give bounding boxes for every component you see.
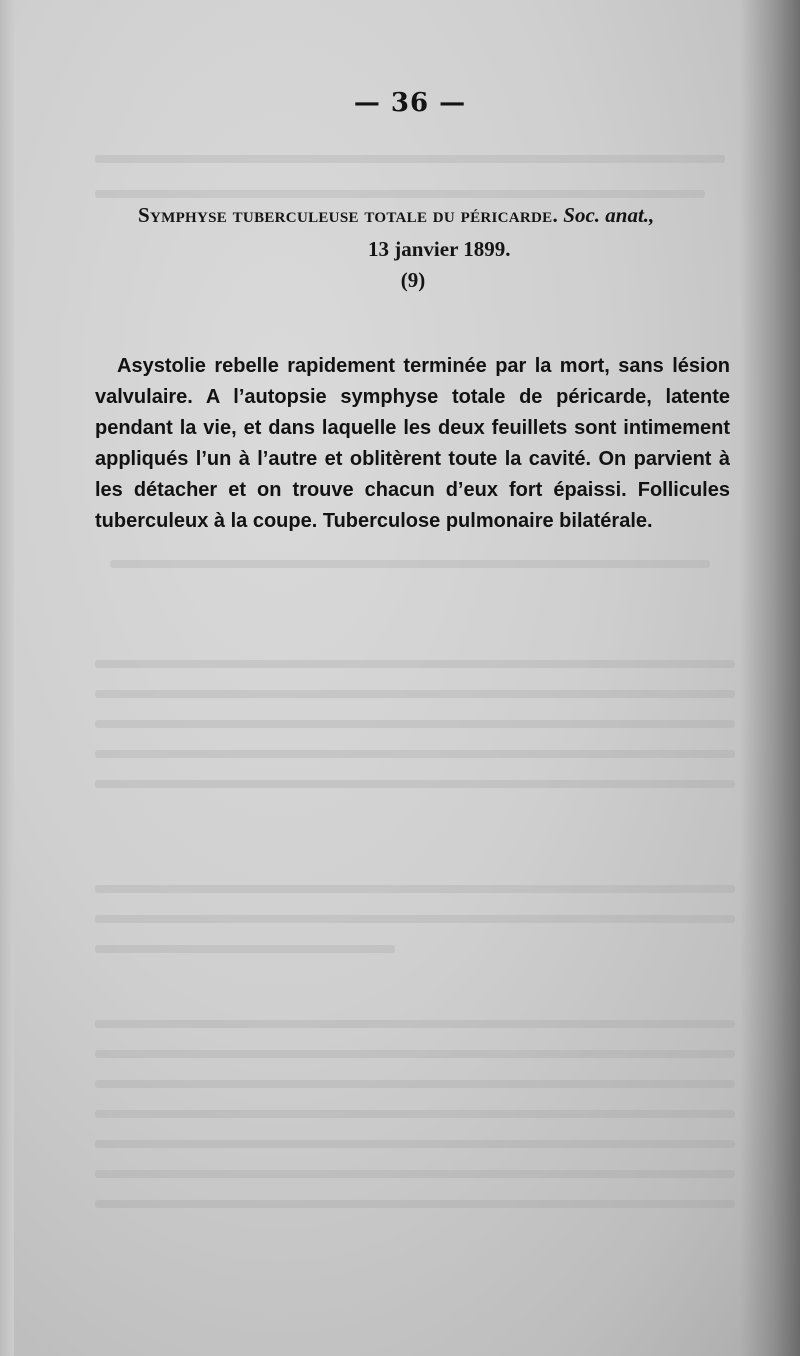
bibliographic-citation [138, 198, 708, 266]
show-through-line [95, 750, 735, 758]
show-through-line [95, 660, 735, 668]
citation-title: Symphyse tuberculeuse totale du péricarde. [138, 203, 559, 227]
page-left-edge [0, 0, 14, 1356]
show-through-line [95, 1200, 735, 1208]
show-through-line [95, 945, 395, 953]
citation-date: 13 janvier 1899. [368, 237, 511, 261]
show-through-line [95, 1110, 735, 1118]
show-through-line [95, 720, 735, 728]
show-through-line [95, 885, 735, 893]
citation-journal: Soc. anat., [563, 203, 655, 227]
show-through-line [95, 155, 725, 163]
show-through-line [95, 1020, 735, 1028]
abstract-text: Asystolie rebelle rapidement terminée par la mort, sans lésion valvulaire. A l’autopsie symphyse totale de péricarde, latente pendant la vie, et dans laquelle les deux feuillets sont intimement appliqués l’un à l’autre et oblitèrent toute la cavité. On parvient à les détacher et on trouve chacun d’eux fort épaissi. Follicules tuberculeux à la coupe. Tuberculose pulmonaire bilatérale. [95, 355, 730, 532]
show-through-line [95, 1140, 735, 1148]
abstract-paragraph [95, 351, 730, 537]
page-number: — 36 — [353, 88, 467, 118]
show-through-line [95, 915, 735, 923]
show-through-line [95, 1080, 735, 1088]
entry-number: (9) [400, 268, 426, 292]
page-gutter-shadow [740, 0, 800, 1356]
show-through-line [110, 560, 710, 568]
show-through-line [95, 190, 705, 198]
show-through-line [95, 690, 735, 698]
show-through-line [95, 780, 735, 788]
show-through-line [95, 1170, 735, 1178]
show-through-line [95, 1050, 735, 1058]
